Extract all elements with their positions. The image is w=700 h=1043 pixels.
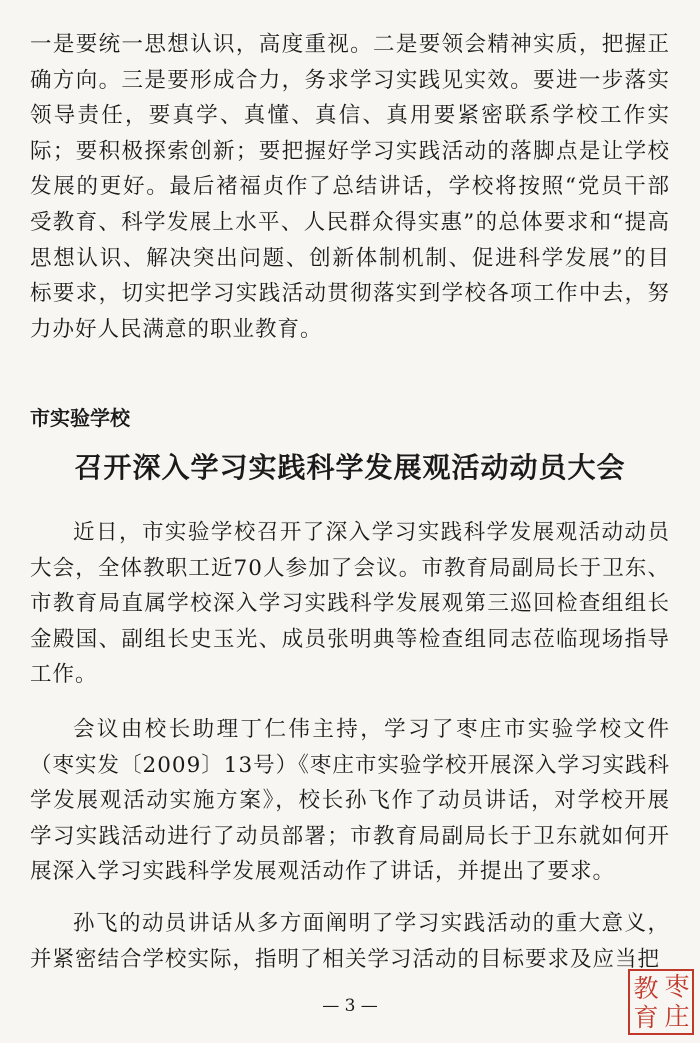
page-number: — 3 — xyxy=(322,996,378,1016)
article-title: 召开深入学习实践科学发展观活动动员大会 xyxy=(74,451,626,484)
seal-char: 教 xyxy=(633,974,659,1003)
continued-paragraph: 一是要统一思想认识，高度重视。二是要领会精神实质，把握正确方向。三是要形成合力，务求学习实践见实效。要进一步落实领导责任，要真学、真懂、真信、真用要紧密联系学校工作实际；要积极探索创新；要把握好学习实践活动的落脚点是让学校发展的更好。最后褚福贞作了总结讲话，学校将按照“党员干部受教育、科学发展上水平、人民群众得实惠”的总体要求和“提高思想认识、解决突出问题、创新体制机制、促进科学发展”的目标要求，切实把学习实践活动贯彻落实到学校各项工作中去，努力办好人民满意的职业教育。 xyxy=(30,32,670,342)
article-paragraph: 近日，市实验学校召开了深入学习实践科学发展观活动动员大会，全体教职工近70人参加了会议。市教育局副局长于卫东、市教育局直属学校深入学习实践科学发展观第三巡回检查组组长金殿国、副组长史玉光、成员张明典等检查组同志莅临现场指导工作。 xyxy=(30,520,670,688)
section-label: 市实验学校 xyxy=(30,406,130,430)
seal-char: 枣 xyxy=(664,972,690,1001)
seal-stamp xyxy=(628,969,694,1035)
article-paragraph: 会议由校长助理丁仁伟主持，学习了枣庄市实验学校文件（枣实发〔2009〕13号）《枣庄市实验学校开展深入学习实践科学发展观活动实施方案》，校长孙飞作了动员讲话，对学校开展学习实践活动进行了动员部署；市教育局副局长于卫东就如何开展深入学习实践科学发展观活动作了讲话，并提出了要求。 xyxy=(30,717,670,885)
article-paragraph: 孙飞的动员讲话从多方面阐明了学习实践活动的重大意义，并紧密结合学校实际，指明了相关学习活动的目标要求及应当把 xyxy=(30,911,670,972)
seal-char: 育 xyxy=(633,1003,659,1032)
seal-char: 庄 xyxy=(664,1002,690,1031)
